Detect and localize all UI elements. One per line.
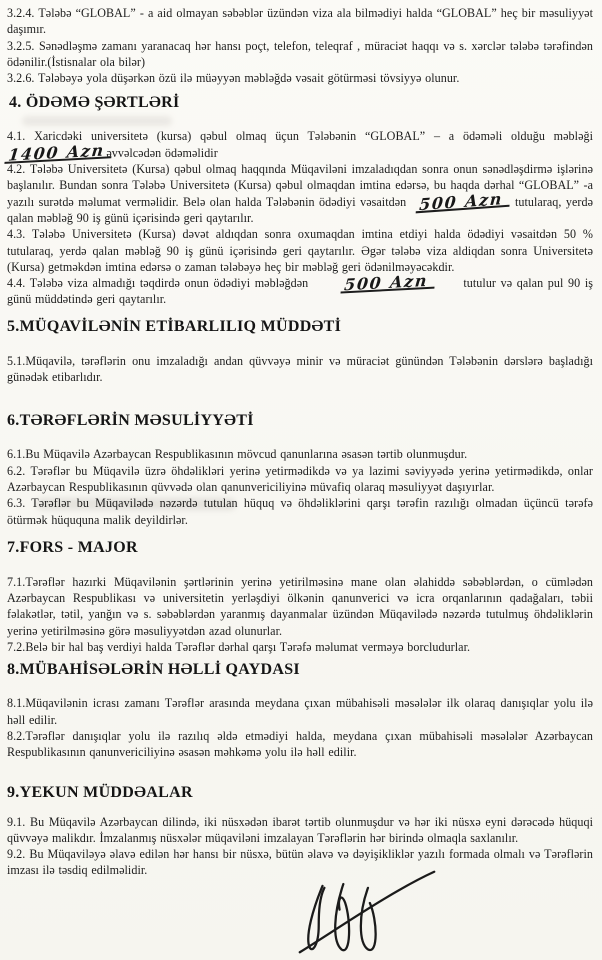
handwritten-amount-4-4: 500 Azn — [340, 276, 435, 294]
clause-4-1-text-after: əvvəlcədən ödəməlidir — [106, 145, 218, 160]
clause-4-2-text-after: tutularaq, yerdə qalan məbləğ 90 iş günü içərisində geri qaytarılır. — [7, 194, 593, 225]
clause-4-1 — [7, 128, 593, 165]
clause-6-2: 6.2. Tərəflər bu Müqavilə üzrə öhdəlikləri yerinə yetirmədikdə və ya lazimi səviyyədə yerinə yetirmədikdə, onlar Azərbaycan Respublikasının qüvvədə olan qanunvericiliyinə müvafiq olaraq məsuliyyət daşıyırlar. — [7, 463, 593, 494]
signature-loop-stroke — [308, 886, 324, 949]
clause-6-1: 6.1.Bu Müqavilə Azərbaycan Respublikasının mövcud qanunlarına əsasən tərtib olunmuşdur. — [7, 447, 468, 462]
clause-9-1: 9.1. Bu Müqavilə Azərbaycan dilində, iki nüsxədən ibarət tərtib olunmuşdur və hər iki nüsxə eyni dərəcədə hüquqi qüvvəyə malikdır. İmzalanmış nüsxələr müqaviləni imzalayan Tərəflərin hər birində olmaqla saxlanılır. — [7, 814, 593, 845]
clause-6-3: 6.3. Tərəflər bu Müqavilədə nəzərdə tutulan hüquq və öhdəliklərini qarşı tərəfin razılığı olmadan üçüncü tərəfə ötürmək hüququna malik deyildirlər. — [7, 496, 593, 527]
clause-4-4-text-before: 4.4. Tələbə viza almadığı təqdirdə onun ödədiyi məbləğdən — [7, 276, 309, 291]
handwritten-amount-4-1: 1400 Azn — [4, 145, 112, 164]
clause-8-2: 8.2.Tərəflər danışıqlar yolu ilə razılıq əldə etmədiyi halda, meydana çıxan mübahisəli məsələlər Azərbaycan Respublikasının qanunvericiliyinə əsasən məhkəmə yolu ilə həll edilir. — [7, 728, 593, 760]
section-7-heading: 7.FORS - MAJOR — [7, 538, 138, 556]
contract-body — [7, 5, 593, 879]
clause-4-4-text-after: tutulur və qalan pul 90 iş günü müddətində geri qaytarılır. — [7, 276, 593, 307]
handwritten-signature — [296, 866, 438, 958]
signature-loop-stroke — [335, 884, 349, 950]
clause-7-1: 7.1.Tərəflər hazırki Müqavilənin şərtlərinin yerinə yetirilməsinə mane olan əlahiddə səbəblərdən, o cümlədən Azərbaycan Respublikası və universitetin yerləşdiyi ölkənin qanunverici və icra orqanlarının qadağaları, təbii fəlakətlər, tətil, yanğın və s. səbəblərdən yaranmış dayanmalar üzündən Müqavilədə nəzərdə tutulmuş öhdəliklərin yerinə yetirilməsinə görə məsuliyyətdən azad olunurlar. — [7, 574, 593, 638]
section-5-heading: 5.MÜQAVİLƏNİN ETİBARLILIQ MÜDDƏTİ — [7, 317, 342, 335]
clause-7-2: 7.2.Belə bir hal baş verdiyi halda Tərəflər dərhal qarşı Tərəfə məlumat verməyə borcludurlar. — [7, 640, 471, 655]
clause-8-1: 8.1.Müqavilənin icrası zamanı Tərəflər arasında meydana çıxan mübahisəli məsələlər ilk olaraq danışıqlar yolu ilə həll edilir. — [7, 696, 593, 727]
clause-3-2-5: 3.2.5. Sənədləşmə zamanı yaranacaq hər hansı poçt, telefon, teleqraf , müraciət haqqı və s. xərclər tələbə tərəfindən ödənilir.(İstisnalar ola bilər) — [7, 38, 593, 69]
clause-5-1: 5.1.Müqavilə, tərəflərin onu imzaladığı andan qüvvəyə minir və müraciət günündən Tələbənin dərslərə başladığı günədək etibarlıdır. — [7, 353, 593, 385]
signature-loop-stroke — [361, 888, 376, 950]
clause-4-3: 4.3. Tələbə Universitetə (Kursa) dəvət aldıqdan sonra oxumaqdan imtina etdiyi halda ödədiyi vəsaitdən 50 % tutularaq, yerdə qalan məbləğ 90 iş günü içərisində geri qaytarılır. Əgər tələbə viza aldiqdan sonra Universitetə (Kursa) getməkdən imtina edərsə o zaman tələbəyə heç bir məbləğ geri ödənilməyəcəkdir. — [7, 227, 593, 274]
clause-4-2 — [7, 161, 593, 226]
section-6-heading: 6.TƏRƏFLƏRİN MƏSULİYYƏTİ — [7, 412, 254, 430]
clause-4-1-text-before: 4.1. Xaricdəki universitetə (kursa) qəbul olmaq üçun Tələbənin “GLOBAL” – a ödəməli olduğu məbləği — [7, 129, 593, 144]
clause-4-4 — [7, 270, 593, 308]
handwritten-amount-4-2: 500 Azn — [415, 193, 510, 213]
section-4-heading: 4. ÖDƏMƏ ŞƏRTLƏRİ — [9, 94, 180, 112]
clause-3-2-6: 3.2.6. Tələbəyə yola düşərkən özü ilə müəyyən məbləğdə vəsait götürməsi tövsiyyə olunur. — [7, 71, 460, 86]
clause-3-2-4: 3.2.4. Tələbə “GLOBAL” - a aid olmayan səbəblər üzündən viza ala bilmədiyi halda “GLOBAL” heç bir məsuliyyət daşımır. — [7, 6, 593, 37]
section-9-heading: 9.YEKUN MÜDDƏALAR — [7, 783, 193, 801]
clause-4-2-text-before: 4.2. Tələbə Universitetə (Kursa) qəbul olmaq haqqında Müqaviləni imzaladıqdan sonra onun sənədləşdirmə işlərinə başlanılır. Bundan sonra Tələbə Universitetə (Kursa) qəbul olmaqdan imtina edərsə, bu haqda dərhal “GLOBAL” -a yazılı surətdə məlumat verməlidir. Belə olan halda Tələbənin ödədiyi vəsaitdən — [7, 162, 593, 209]
clause-9-2: 9.2. Bu Müqaviləyə əlavə edilən hər hansı bir nüsxə, bütün əlavə və dəyişikliklər yazılı formada olmalı və Tərəflərin imzası ilə təsdiq edilməlidir. — [7, 847, 593, 878]
section-8-heading: 8.MÜBAHİSƏLƏRİN HƏLLİ QAYDASI — [7, 661, 300, 679]
